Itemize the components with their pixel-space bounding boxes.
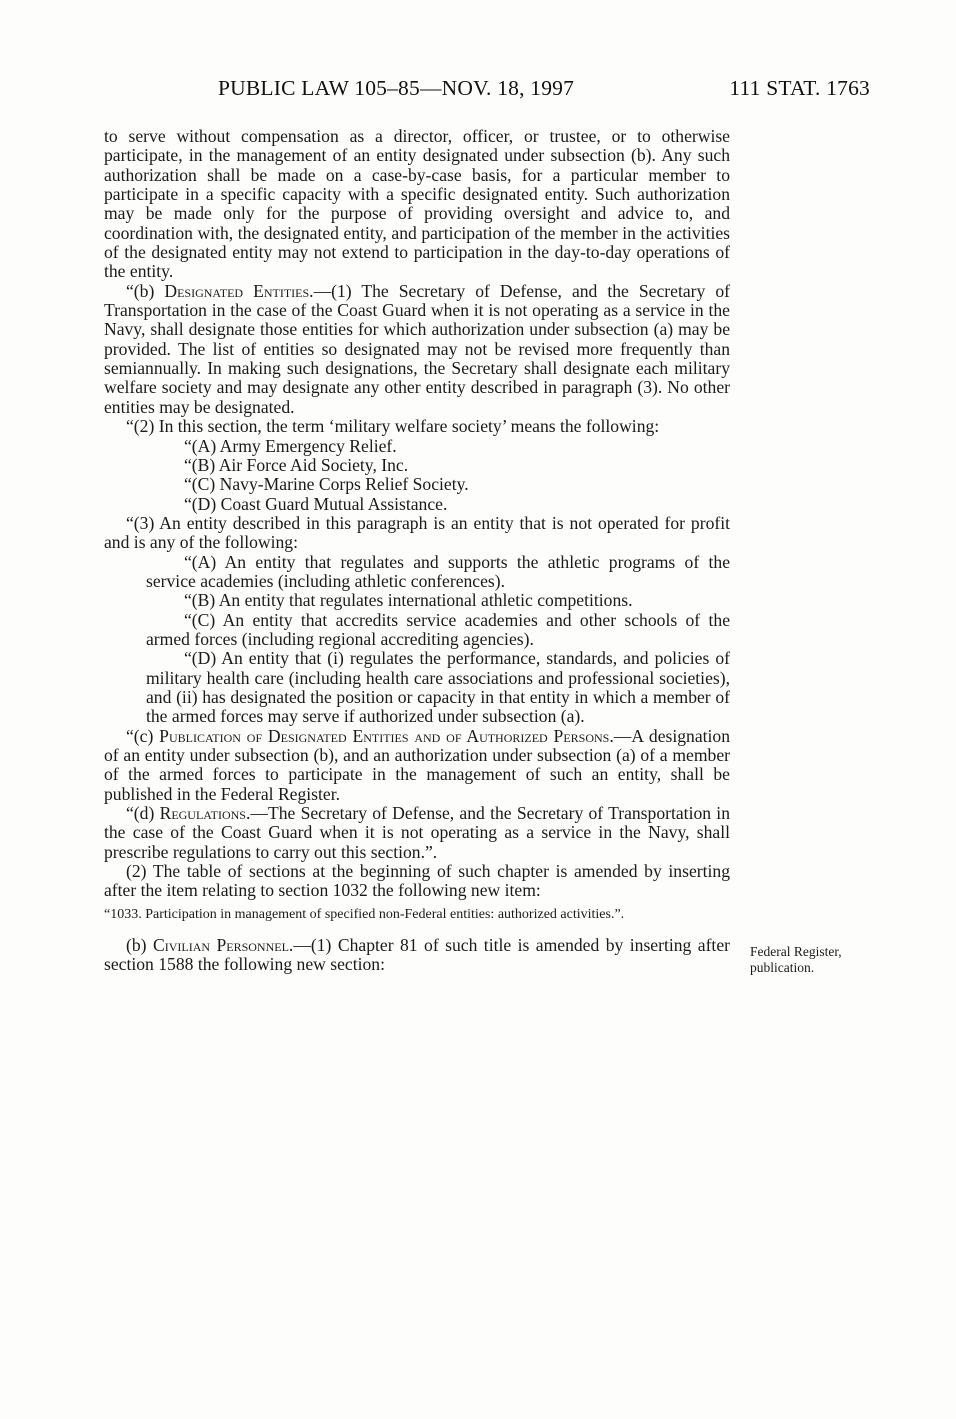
list-item: “(C) Navy-Marine Corps Relief Society.	[184, 474, 469, 495]
subsection-c-text: —A designation of an entity under subsection (b), and an authorization under subsection (a) of a member of the armed forces to participate in the management of such an entity, shall be published in the Federal Register.	[104, 725, 731, 804]
civilian-personnel-text: —(1) Chapter 81 of such title is amended by inserting after section 1588 the following new section:	[104, 934, 730, 975]
margin-note-line-1: Federal Register,	[750, 944, 842, 959]
subsection-b-text: —(1) The Secretary of Defense, and the Secretary of Transportation in the case of the Coast Guard when it is not operating as a service in the Navy, shall designate those entities for which authorization under subsection (a) may be provided. The list of entities so designated may not be revised more frequently than semiannually. In making such designations, the Secretary shall designate each military welfare society and may designate any other entity described in paragraph (3). No other entities may be designated.	[104, 280, 730, 417]
civilian-personnel-open: (b)	[126, 934, 153, 955]
paragraph-3: “(3) An entity described in this paragraph is an entity that is not operated for profit and is any of the following:	[104, 512, 730, 553]
margin-note-line-2: publication.	[750, 960, 815, 975]
paragraph-table-amendment: (2) The table of sections at the beginning of such chapter is amended by inserting after the item relating to section 1032 the following new item:	[104, 861, 730, 901]
subsection-c	[104, 727, 730, 804]
sub-item: “(A) An entity that regulates and supports the athletic programs of the service academies (including athletic conferences).	[146, 551, 730, 591]
header-stat-page: 111 STAT. 1763	[729, 76, 870, 100]
sub-item: “(D) An entity that (i) regulates the performance, standards, and policies of military health care (including health care associations and professional societies), and (ii) has designated the position or capacity in that entity in which a member of the armed forces may serve if authorized under subsection (a).	[146, 648, 730, 727]
subsection-d-heading: Regulations.	[159, 803, 251, 824]
running-head	[104, 76, 870, 106]
margin-note	[750, 944, 880, 976]
list-item: “(D) Coast Guard Mutual Assistance.	[184, 493, 448, 514]
civilian-personnel	[104, 936, 730, 975]
subsection-c-heading: Publication of Designated Entities and of Authorized Persons.	[159, 725, 614, 746]
list-item: “(A) Army Emergency Relief.	[184, 435, 397, 456]
subsection-b	[104, 282, 730, 417]
sub-item: “(C) An entity that accredits service academies and other schools of the armed forces (including regional accrediting agencies).	[146, 609, 730, 649]
subsection-b-heading: Designated Entities.	[164, 280, 314, 301]
header-title: PUBLIC LAW 105–85—NOV. 18, 1997	[218, 76, 575, 100]
table-of-sections-entry: “1033. Participation in management of specified non-Federal entities: authorized activities.”.	[104, 906, 625, 922]
paragraph-continuation: to serve without compensation as a director, officer, or trustee, or to otherwise participate, in the management of an entity designated under subsection (b). Any such authorization shall be made on a case-by-case basis, for a particular member to participate in a specific capacity with a specific designated entity. Such authorization may be made only for the purpose of providing oversight and advice to, and coordination with, the designated entity, and participation of the member in the activities of the designated entity may not extend to participation in the day-to-day operations of the entity.	[104, 126, 730, 282]
subsection-c-open: “(c)	[126, 725, 160, 746]
paragraph-2: “(2) In this section, the term ‘military welfare society’ means the following:	[126, 416, 660, 437]
list-item: “(B) Air Force Aid Society, Inc.	[184, 454, 409, 475]
subsection-d	[104, 804, 730, 862]
subsection-b-open: “(b)	[126, 280, 165, 301]
subsection-d-text: —The Secretary of Defense, and the Secretary of Transportation in the case of the Coast Guard when it is not operating as a service in the Navy, shall prescribe regulations to carry out this section.”.	[104, 803, 730, 862]
civilian-personnel-heading: Civilian Personnel.	[152, 934, 294, 955]
sub-item: “(B) An entity that regulates international athletic competitions.	[184, 590, 633, 611]
subsection-d-open: “(d)	[126, 803, 160, 824]
body-text	[104, 127, 730, 974]
